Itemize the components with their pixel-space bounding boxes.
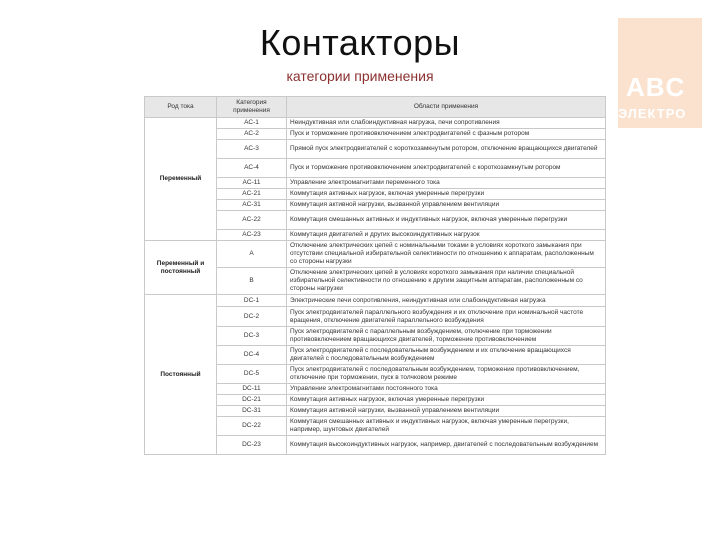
header-current-type: Род тока xyxy=(145,97,217,118)
category-cell: DC-22 xyxy=(217,417,287,436)
category-cell: DC-1 xyxy=(217,295,287,307)
application-cell: Коммутация активных нагрузок, включая умеренные перегрузки xyxy=(287,395,606,406)
abc-electro-logo xyxy=(618,18,702,128)
category-cell: AC-31 xyxy=(217,200,287,211)
application-cell: Пуск и торможение противовключением электродвигателей с фазным ротором xyxy=(287,129,606,140)
table-body xyxy=(145,118,606,455)
page-title: Контакторы xyxy=(259,22,461,63)
current-type-cell: Переменный и постоянный xyxy=(145,241,217,295)
page-subtitle: категории применения xyxy=(286,68,434,84)
category-cell: AC-23 xyxy=(217,230,287,241)
category-cell: DC-4 xyxy=(217,346,287,365)
category-cell: AC-3 xyxy=(217,140,287,159)
application-cell: Коммутация активной нагрузки, вызванной управлением вентиляции xyxy=(287,200,606,211)
application-cell: Отключение электрических цепей в условиях короткого замыкания при наличии специальной избирательной селективности по отношению к другим защитным аппаратам, расположенным со стороны нагрузки xyxy=(287,268,606,295)
application-cell: Пуск электродвигателей с последовательным возбуждением, торможение противовключением, отключение при торможении, пуск в толчковом режиме xyxy=(287,365,606,384)
application-cell: Коммутация высокоиндуктивных нагрузок, например, двигателей с последовательным возбуждением xyxy=(287,436,606,455)
application-cell: Коммутация активной нагрузки, вызванной управлением вентиляции xyxy=(287,406,606,417)
application-cell: Электрические печи сопротивления, неиндуктивная или слабоиндуктивная нагрузка xyxy=(287,295,606,307)
current-type-cell: Постоянный xyxy=(145,295,217,455)
application-cell: Неиндуктивная или слабоиндуктивная нагрузка, печи сопротивления xyxy=(287,118,606,129)
category-cell: AC-21 xyxy=(217,189,287,200)
logo-electro-text: ЭЛЕКТРО xyxy=(618,106,687,121)
header-category: Категория применения xyxy=(217,97,287,118)
category-cell: DC-5 xyxy=(217,365,287,384)
application-cell: Пуск электродвигателей с последовательным возбуждением и их отключение вращающихся двигателей с последовательным возбуждением xyxy=(287,346,606,365)
category-cell: А xyxy=(217,241,287,268)
category-cell: DC-2 xyxy=(217,307,287,327)
current-type-cell: Переменный xyxy=(145,118,217,241)
table-header-row xyxy=(145,97,606,118)
application-cell: Коммутация смешанных активных и индуктивных нагрузок, включая умеренные перегрузки xyxy=(287,211,606,230)
table-row xyxy=(145,118,606,129)
table-row xyxy=(145,241,606,268)
category-cell: DC-23 xyxy=(217,436,287,455)
header-application: Области применения xyxy=(287,97,606,118)
category-cell: DC-3 xyxy=(217,327,287,346)
category-cell: В xyxy=(217,268,287,295)
application-cell: Пуск электродвигателей параллельного возбуждения и их отключение при номинальной частоте вращения, отключение двигателей параллельного возбуждения xyxy=(287,307,606,327)
category-cell: AC-1 xyxy=(217,118,287,129)
category-cell: AC-4 xyxy=(217,159,287,178)
application-cell: Управление электромагнитами постоянного тока xyxy=(287,384,606,395)
application-cell: Пуск и торможение противовключением электродвигателей с короткозамкнутым ротором xyxy=(287,159,606,178)
application-cell: Коммутация активных нагрузок, включая умеренные перегрузки xyxy=(287,189,606,200)
category-cell: AC-11 xyxy=(217,178,287,189)
category-cell: DC-21 xyxy=(217,395,287,406)
category-cell: DC-31 xyxy=(217,406,287,417)
application-cell: Отключение электрических цепей с номинальными токами в условиях короткого замыкания при отсутствии специальной избирательной селективности по отношению к аппаратам, расположенным со стороны нагрузки xyxy=(287,241,606,268)
category-cell: AC-22 xyxy=(217,211,287,230)
logo-abc-text: ABC xyxy=(626,72,686,102)
table-row xyxy=(145,295,606,307)
application-cell: Пуск электродвигателей с параллельным возбуждением, отключение при торможении противовключением вращающихся двигателей, торможение противовключением xyxy=(287,327,606,346)
category-cell: DC-11 xyxy=(217,384,287,395)
application-cell: Прямой пуск электродвигателей с короткозамкнутым ротором, отключение вращающихся двигателей xyxy=(287,140,606,159)
category-cell: AC-2 xyxy=(217,129,287,140)
categories-table xyxy=(144,96,606,455)
application-cell: Управление электромагнитами переменного тока xyxy=(287,178,606,189)
application-cell: Коммутация смешанных активных и индуктивных нагрузок, включая умеренные перегрузки, например, шунтовых двигателей xyxy=(287,417,606,436)
application-cell: Коммутация двигателей и других высокоиндуктивных нагрузок xyxy=(287,230,606,241)
